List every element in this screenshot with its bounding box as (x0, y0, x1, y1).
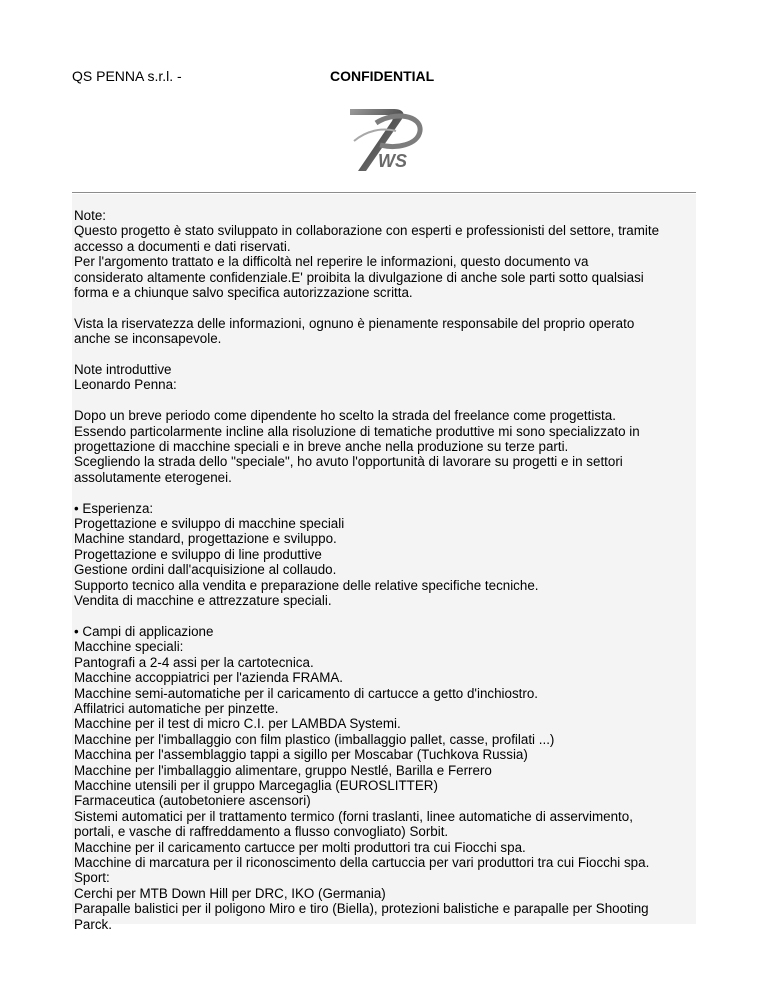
company-name: QS PENNA s.r.l. - (72, 68, 182, 84)
text-line: Per l'argomento trattato e la difficoltà nel reperire le informazioni, questo documento va (74, 254, 589, 270)
text-line: Note: (74, 208, 107, 223)
text-line: Macchina per l'assemblaggio tappi a sigillo per Moscabar (Tuchkova Russia) (74, 747, 528, 763)
text-line: Macchine semi-automatiche per il caricamento di cartucce a getto d'inchiostro. (74, 685, 539, 701)
text-line: Macchine di marcatura per il riconoscimento della cartuccia per vari produttori tra cui Fiocchi spa. (74, 854, 650, 870)
text-line: Questo progetto è stato sviluppato in collaborazione con esperti e professionisti del settore, tramite (74, 223, 660, 239)
text-line: progettazione di macchine speciali e in breve anche nella produzione su terze parti. (74, 439, 569, 455)
company-logo (336, 101, 428, 177)
text-line: Gestione ordini dall'acquisizione al collaudo. (74, 562, 337, 578)
text-line: forma e a chiunque salvo specifica autorizzazione scritta. (74, 285, 413, 301)
text-line: Leonardo Penna: (74, 377, 177, 393)
text-line: portali, e vasche di raffreddamento a flusso convogliato) Sorbit. (74, 824, 449, 840)
header-divider (72, 192, 696, 193)
document-body (74, 208, 704, 932)
text-line: Progettazione e sviluppo di macchine speciali (74, 516, 345, 532)
text-line: Macchine per il test di micro C.I. per LAMBDA Systemi. (74, 716, 401, 732)
text-line: • Esperienza: (74, 500, 154, 516)
text-line: Sistemi automatici per il trattamento termico (forni traslanti, linee automatiche di asservimento, (74, 808, 633, 824)
text-line: Affilatrici automatiche per pinzette. (74, 700, 279, 716)
text-line: Macchine accoppiatrici per l'azienda FRAMA. (74, 670, 343, 686)
text-line: Farmaceutica (autobetoniere ascensori) (74, 793, 311, 809)
text-line: Macchine utensili per il gruppo Marcegaglia (EUROSLITTER) (74, 777, 438, 793)
text-line: Vendita di macchine e attrezzature speciali. (74, 593, 332, 609)
text-line: Parapalle balistici per il poligono Miro e tiro (Biella), protezioni balistiche e parapalle per Shooting (74, 901, 649, 917)
text-line: Macchine per l'imballaggio con film plastico (imballaggio pallet, casse, profilati ...) (74, 731, 555, 747)
paragraph (74, 408, 704, 485)
text-line: anche se inconsapevole. (74, 331, 222, 347)
text-line: Note introduttive (74, 362, 172, 378)
text-line: Macchine per l'imballaggio alimentare, gruppo Nestlé, Barilla e Ferrero (74, 762, 492, 778)
text-line: Parck. (74, 916, 112, 932)
text-line: Supporto tecnico alla vendita e preparazione delle relative specifiche tecniche. (74, 577, 539, 593)
text-line: Essendo particolarmente incline alla risoluzione di tematiche produttive mi sono specializzato in (74, 423, 640, 439)
text-line: Macchine speciali: (74, 639, 184, 655)
paragraph (74, 316, 704, 347)
text-line: assolutamente eterogenei. (74, 469, 232, 485)
text-line: Vista la riservatezza delle informazioni, ognuno è pienamente responsabile del proprio operato (74, 315, 635, 331)
text-line: Dopo un breve periodo come dipendente ho scelto la strada del freelance come progettista. (74, 408, 616, 424)
text-line: Pantografi a 2-4 assi per la cartotecnica. (74, 654, 314, 670)
text-line: accesso a documenti e dati riservati. (74, 238, 291, 254)
text-line: • Campi di applicazione (74, 623, 214, 639)
text-line: Scegliendo la strada dello "speciale", ho avuto l'opportunità di lavorare su progetti e in settori (74, 454, 623, 470)
text-line: considerato altamente confidenziale.E' proibita la divulgazione di anche sole parti sotto qualsiasi (74, 269, 644, 285)
paragraph (74, 362, 704, 393)
text-line: Sport: (74, 870, 110, 886)
text-line: Machine standard, progettazione e sviluppo. (74, 531, 337, 547)
paragraph (74, 501, 704, 609)
paragraph (74, 208, 704, 300)
paragraph (74, 624, 704, 932)
confidential-label: CONFIDENTIAL (330, 68, 435, 84)
text-line: Progettazione e sviluppo di line produttive (74, 546, 322, 562)
svg-text:WS: WS (378, 151, 407, 171)
text-line: Cerchi per MTB Down Hill per DRC, IKO (Germania) (74, 885, 386, 901)
text-line: Macchine per il caricamento cartucce per molti produttori tra cui Fiocchi spa. (74, 839, 526, 855)
